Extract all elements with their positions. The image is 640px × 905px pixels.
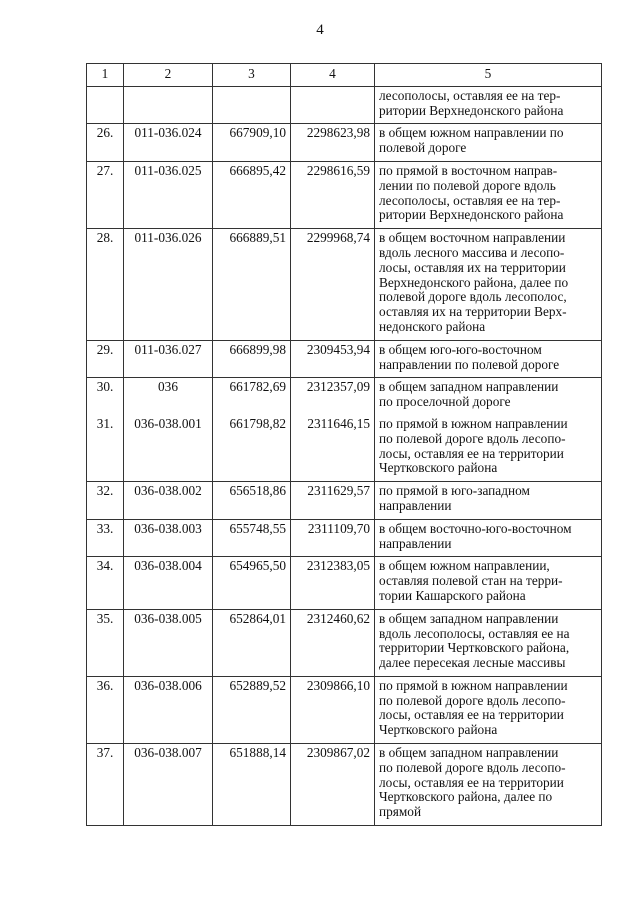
row-number: 36. bbox=[87, 676, 124, 743]
row-number: 33. bbox=[87, 519, 124, 557]
coord-x: 654965,50 bbox=[213, 557, 291, 609]
segment-description: в общем юго-юго-восточном направлении по полевой дороге bbox=[375, 340, 602, 378]
segment-description: по прямой в южном направлении по полевой дороге вдоль лесопо- лосы, оставляя ее на территории Чертковского района bbox=[375, 415, 602, 482]
coord-x: 651888,14 bbox=[213, 744, 291, 826]
coord-y: 2311646,15 bbox=[291, 415, 375, 482]
table-row bbox=[87, 340, 602, 378]
coord-y: 2299968,74 bbox=[291, 229, 375, 341]
table-row bbox=[87, 378, 602, 415]
table-row bbox=[87, 519, 602, 557]
column-header: 5 bbox=[375, 64, 602, 87]
row-number bbox=[87, 86, 124, 124]
point-id: 036-038.007 bbox=[124, 744, 213, 826]
row-number: 30. bbox=[87, 378, 124, 415]
table-header-row bbox=[87, 64, 602, 87]
segment-description: по прямой в юго-западном направлении bbox=[375, 482, 602, 520]
coord-x: 652889,52 bbox=[213, 676, 291, 743]
column-header: 2 bbox=[124, 64, 213, 87]
segment-description: по прямой в восточном направ- лении по полевой дороге вдоль лесополосы, оставляя ее на тер- ритории Верхнедонского района bbox=[375, 161, 602, 228]
segment-description: в общем западном направлении вдоль лесополосы, оставляя ее на территории Чертковского района, далее пересекая лесные массивы bbox=[375, 609, 602, 676]
coord-x bbox=[213, 86, 291, 124]
column-header: 4 bbox=[291, 64, 375, 87]
row-number: 37. bbox=[87, 744, 124, 826]
coord-y: 2312383,05 bbox=[291, 557, 375, 609]
point-id: 036-038.002 bbox=[124, 482, 213, 520]
segment-description: в общем западном направлении по проселочной дороге bbox=[375, 378, 602, 415]
column-header: 3 bbox=[213, 64, 291, 87]
point-id: 036-038.001 bbox=[124, 415, 213, 482]
point-id bbox=[124, 86, 213, 124]
coord-y: 2312357,09 bbox=[291, 378, 375, 415]
table-row bbox=[87, 229, 602, 341]
segment-description: в общем восточном направлении вдоль лесного массива и лесопо- лосы, оставляя их на территории Верхнедонского района, далее по полевой дороге вдоль лесополос, оставляя их на территории Верх- недонского района bbox=[375, 229, 602, 341]
page-number: 4 bbox=[316, 22, 324, 38]
segment-description: в общем южном направлении по полевой дороге bbox=[375, 124, 602, 162]
coord-x: 666895,42 bbox=[213, 161, 291, 228]
segment-description: в общем восточно-юго-восточном направлении bbox=[375, 519, 602, 557]
coord-x: 667909,10 bbox=[213, 124, 291, 162]
segment-description: лесополосы, оставляя ее на тер- ритории Верхнедонского района bbox=[375, 86, 602, 124]
coord-x: 661798,82 bbox=[213, 415, 291, 482]
coord-x: 652864,01 bbox=[213, 609, 291, 676]
coord-y: 2312460,62 bbox=[291, 609, 375, 676]
row-number: 34. bbox=[87, 557, 124, 609]
table-row bbox=[87, 415, 602, 482]
table-row bbox=[87, 744, 602, 826]
coord-y: 2309867,02 bbox=[291, 744, 375, 826]
boundary-points-table bbox=[86, 63, 602, 826]
table-row bbox=[87, 676, 602, 743]
table-row bbox=[87, 161, 602, 228]
coord-x: 656518,86 bbox=[213, 482, 291, 520]
point-id: 036-038.006 bbox=[124, 676, 213, 743]
coord-y bbox=[291, 86, 375, 124]
table-row bbox=[87, 557, 602, 609]
row-number: 32. bbox=[87, 482, 124, 520]
row-number: 35. bbox=[87, 609, 124, 676]
table-row bbox=[87, 124, 602, 162]
row-number: 26. bbox=[87, 124, 124, 162]
coord-y: 2311629,57 bbox=[291, 482, 375, 520]
table-row bbox=[87, 482, 602, 520]
point-id: 036-038.003 bbox=[124, 519, 213, 557]
table-row bbox=[87, 86, 602, 124]
coord-y: 2298623,98 bbox=[291, 124, 375, 162]
coord-x: 661782,69 bbox=[213, 378, 291, 415]
point-id: 036-038.005 bbox=[124, 609, 213, 676]
row-number: 31. bbox=[87, 415, 124, 482]
coord-x: 666889,51 bbox=[213, 229, 291, 341]
segment-description: по прямой в южном направлении по полевой дороге вдоль лесопо- лосы, оставляя ее на территории Чертковского района bbox=[375, 676, 602, 743]
row-number: 28. bbox=[87, 229, 124, 341]
coord-y: 2298616,59 bbox=[291, 161, 375, 228]
row-number: 27. bbox=[87, 161, 124, 228]
point-id: 011-036.024 bbox=[124, 124, 213, 162]
point-id: 036 bbox=[124, 378, 213, 415]
coord-x: 666899,98 bbox=[213, 340, 291, 378]
coord-y: 2309866,10 bbox=[291, 676, 375, 743]
segment-description: в общем западном направлении по полевой дороге вдоль лесопо- лосы, оставляя ее на территории Чертковского района, далее по прямой bbox=[375, 744, 602, 826]
segment-description: в общем южном направлении, оставляя полевой стан на терри- тории Кашарского района bbox=[375, 557, 602, 609]
coord-y: 2309453,94 bbox=[291, 340, 375, 378]
point-id: 036-038.004 bbox=[124, 557, 213, 609]
point-id: 011-036.027 bbox=[124, 340, 213, 378]
point-id: 011-036.025 bbox=[124, 161, 213, 228]
column-header: 1 bbox=[87, 64, 124, 87]
row-number: 29. bbox=[87, 340, 124, 378]
table-row bbox=[87, 609, 602, 676]
point-id: 011-036.026 bbox=[124, 229, 213, 341]
coord-x: 655748,55 bbox=[213, 519, 291, 557]
coord-y: 2311109,70 bbox=[291, 519, 375, 557]
